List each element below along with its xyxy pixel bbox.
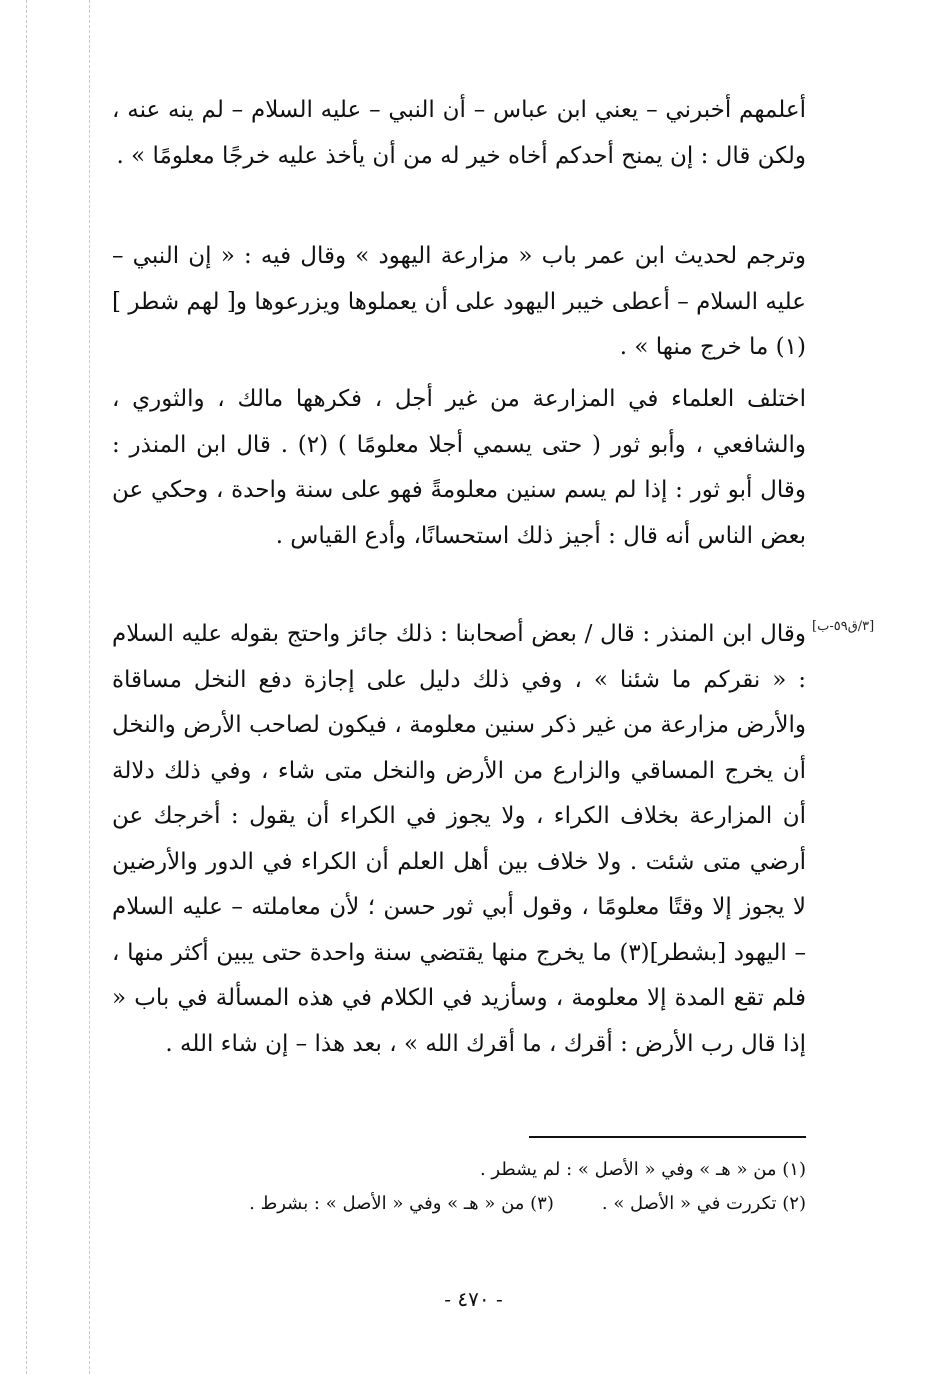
footnote-1: (١) من « هـ » وفي « الأصل » : لم يشطر . [479, 1159, 806, 1180]
scan-gutter-line [26, 0, 27, 1374]
paragraph-4 [112, 612, 806, 1067]
footnote-separator [529, 1136, 806, 1138]
footnote-2: (٢) تكررت في « الأصل » . [601, 1193, 806, 1214]
footnote-row [112, 1153, 806, 1187]
scan-gutter-line [89, 0, 90, 1374]
paragraph-text: اختلف العلماء في المزارعة من غير أجل ، فكرهها مالك ، والثوري ، والشافعي ، وأبو ثور ( حتى يسمي أجلا معلومًا ) (٢) . قال ابن المنذر : وقال أبو ثور : إذا لم يسم سنين معلومةً فهو على سنة واحدة ، وحكي عن بعض الناس أنه قال : أجيز ذلك استحسانًا، وأدع القياس . [112, 386, 807, 549]
footnotes [112, 1153, 806, 1221]
footnote-row [112, 1187, 806, 1221]
paragraph-text: وقال ابن المنذر : قال / بعض أصحابنا : ذلك جائز واحتج بقوله عليه السلام : « نقركم ما شئنا » ، وفي ذلك دليل على إجازة دفع النخل مساقاة والأرض مزارعة من غير ذكر سنين معلومة ، فيكون لصاحب الأرض والنخل أن يخرج المساقي والزارع من الأرض والنخل متى شاء ، وفي ذلك دلالة أن المزارعة بخلاف الكراء ، ولا يجوز في الكراء أن يقول : أخرجك عن أرضي متى شئت . ولا خلاف بين أهل العلم أن الكراء في الدور والأرضين لا يجوز إلا وقتًا معلومًا ، وقول أبي ثور حسن ؛ لأن معاملته – عليه السلام – اليهود [بشطر](٣) ما يخرج منها يقتضي سنة واحدة حتى يبين أكثر منها ، فلم تقع المدة إلا معلومة ، وسأزيد في الكلام في هذه المسألة في باب « إذا قال رب الأرض : أقرك ، ما أقرك الله » ، بعد هذا – إن شاء الله . [112, 621, 806, 1057]
footnote-3: (٣) من « هـ » وفي « الأصل » : بشرط . [249, 1193, 554, 1214]
page-number: - ٤٧٠ - [444, 1287, 503, 1311]
paragraph-1 [112, 88, 806, 179]
manuscript-folio-reference: [٣/ق٥٩-ب] [812, 619, 875, 634]
paragraph-text: وترجم لحديث ابن عمر باب « مزارعة اليهود » وقال فيه : « إن النبي – عليه السلام – أعطى خيبر اليهود على أن يعملوها ويزرعوها و[ لهم شطر ] (١) ما خرج منها » . [112, 243, 806, 360]
paragraph-2 [112, 234, 806, 371]
paragraph-text: أعلمهم أخبرني – يعني ابن عباس – أن النبي – عليه السلام – لم ينه عنه ، ولكن قال : إن يمنح أحدكم أخاه خير له من أن يأخذ عليه خرجًا معلومًا » . [112, 97, 806, 169]
paragraph-3 [112, 377, 806, 559]
